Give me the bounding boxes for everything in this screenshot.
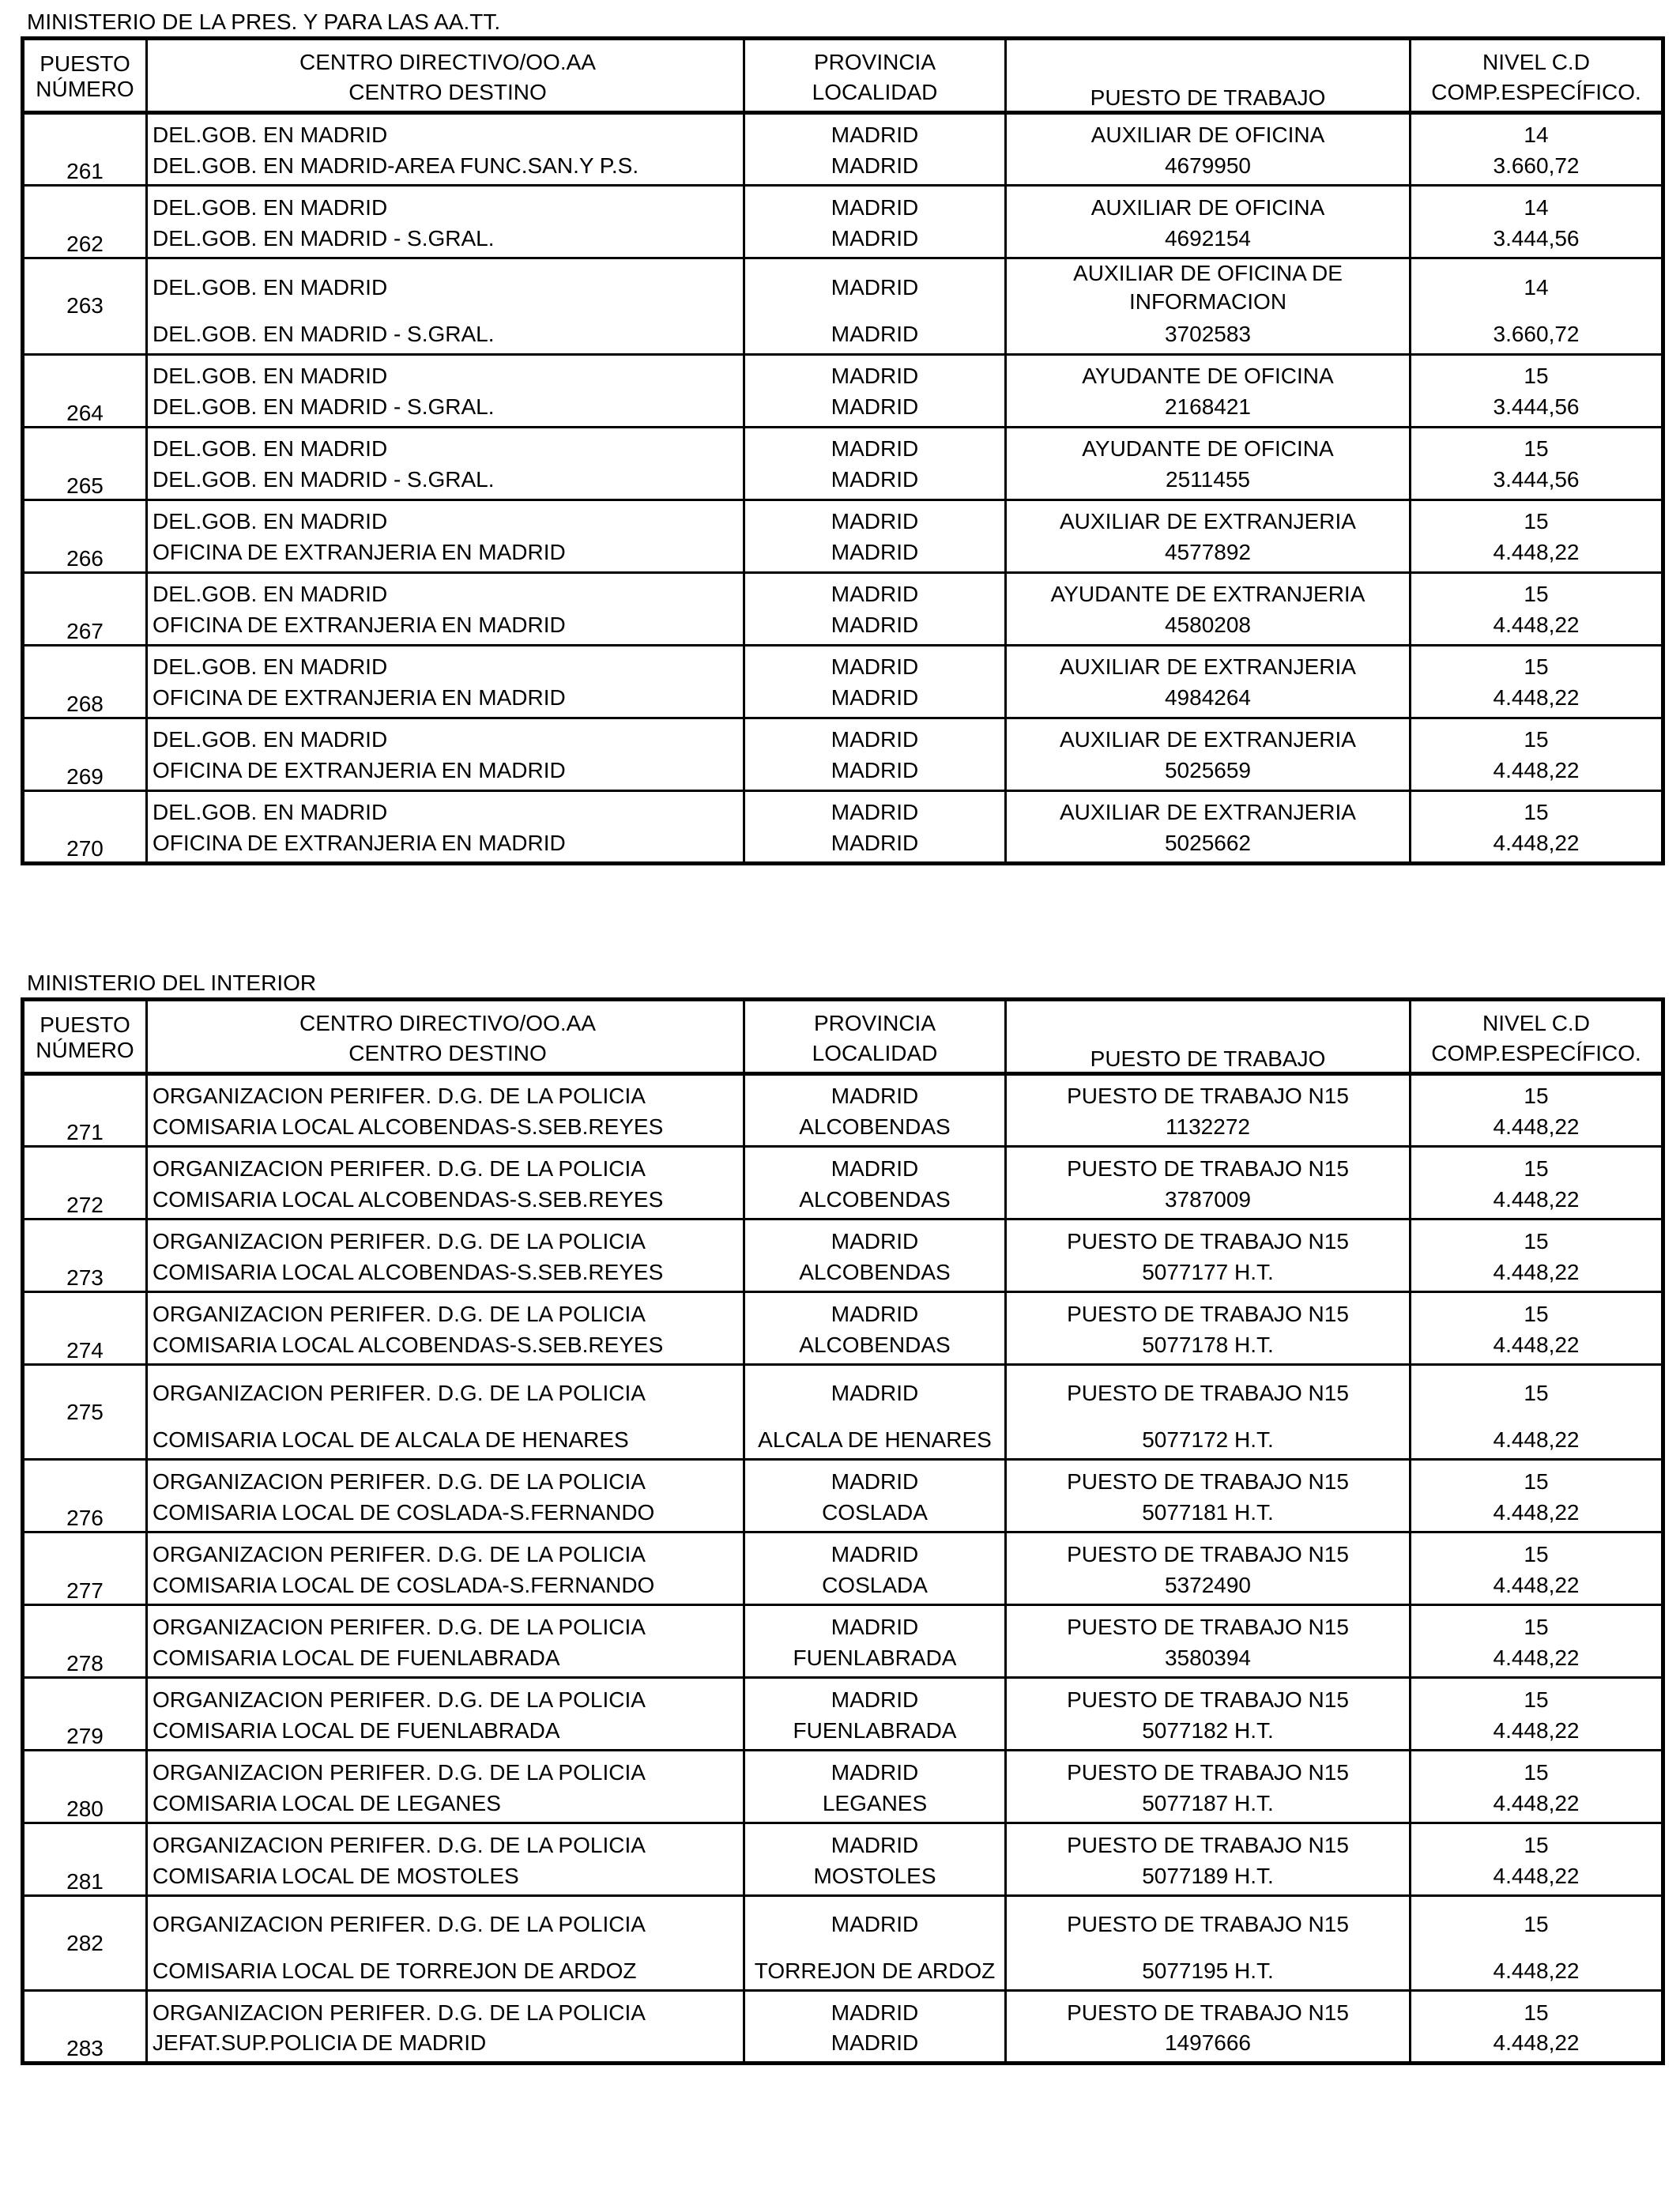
puesto-trabajo: AYUDANTE DE EXTRANJERIA — [1006, 572, 1411, 607]
header-provincia: PROVINCIA — [744, 39, 1006, 75]
complemento-especifico: 3.660,72 — [1493, 153, 1580, 178]
puesto-trabajo: PUESTO DE TRABAJO N15 — [1006, 1292, 1411, 1327]
provincia: MADRID — [744, 1292, 1006, 1327]
table-row-detail — [23, 607, 1663, 645]
table-row — [23, 1292, 1663, 1327]
centro-destino: COMISARIA LOCAL DE LEGANES — [147, 1785, 744, 1823]
centro-directivo: DEL.GOB. EN MADRID — [147, 186, 744, 221]
header-centro-destino: CENTRO DESTINO — [147, 75, 744, 113]
provincia: MADRID — [744, 258, 1006, 317]
localidad: MADRID — [744, 389, 1006, 427]
centro-destino: OFICINA DE EXTRANJERIA EN MADRID — [147, 607, 744, 645]
table-row-detail — [23, 1640, 1663, 1678]
nivel-cd: 15 — [1411, 499, 1663, 534]
table-row — [23, 427, 1663, 462]
puesto-trabajo: AUXILIAR DE EXTRANJERIA — [1006, 790, 1411, 825]
centro-directivo: ORGANIZACION PERIFER. D.G. DE LA POLICIA — [147, 1823, 744, 1858]
localidad: LEGANES — [744, 1785, 1006, 1823]
provincia: MADRID — [744, 186, 1006, 221]
table-body — [23, 1074, 1663, 2064]
table-row — [23, 354, 1663, 389]
codigo-puesto: 5025659 — [1006, 752, 1411, 790]
table-row-detail — [23, 462, 1663, 499]
centro-directivo: ORGANIZACION PERIFER. D.G. DE LA POLICIA — [147, 1532, 744, 1567]
complemento-especifico: 4.448,22 — [1493, 2030, 1580, 2056]
nivel-cd: 15 — [1411, 354, 1663, 389]
centro-directivo: DEL.GOB. EN MADRID — [147, 258, 744, 317]
codigo-puesto: 1497666 — [1006, 2026, 1411, 2064]
localidad: ALCOBENDAS — [744, 1254, 1006, 1292]
centro-destino: OFICINA DE EXTRANJERIA EN MADRID — [147, 825, 744, 863]
centro-destino: COMISARIA LOCAL DE FUENLABRADA — [147, 1640, 744, 1678]
localidad: ALCOBENDAS — [744, 1182, 1006, 1220]
puesto-numero: 281 — [23, 1823, 147, 1896]
table-row — [23, 1991, 1663, 2026]
header-comp-especifico: COMP.ESPECÍFICO. — [1411, 75, 1663, 113]
centro-directivo: DEL.GOB. EN MADRID — [147, 718, 744, 752]
provincia: MADRID — [744, 645, 1006, 680]
puesto-trabajo: PUESTO DE TRABAJO N15 — [1006, 1896, 1411, 1953]
provincia: MADRID — [744, 1365, 1006, 1422]
codigo-puesto: 3787009 — [1006, 1182, 1411, 1220]
codigo-puesto: 2168421 — [1006, 389, 1411, 427]
centro-destino: DEL.GOB. EN MADRID - S.GRAL. — [147, 221, 744, 258]
localidad: MADRID — [744, 680, 1006, 718]
provincia: MADRID — [744, 1823, 1006, 1858]
complemento-especifico: 3.444,56 — [1493, 394, 1580, 420]
codigo-puesto: 4577892 — [1006, 534, 1411, 572]
centro-destino: COMISARIA LOCAL DE FUENLABRADA — [147, 1713, 744, 1751]
table-row-detail — [23, 2026, 1663, 2064]
puesto-trabajo: PUESTO DE TRABAJO N15 — [1006, 1074, 1411, 1109]
complemento-especifico: 4.448,22 — [1493, 1259, 1580, 1284]
puesto-numero: 263 — [23, 258, 147, 355]
table-row — [23, 790, 1663, 825]
provincia: MADRID — [744, 113, 1006, 148]
complemento-especifico: 3.660,72 — [1493, 322, 1580, 347]
puesto-numero: 261 — [23, 113, 147, 186]
complemento-especifico: 4.448,22 — [1493, 1572, 1580, 1597]
provincia: MADRID — [744, 1220, 1006, 1254]
localidad: MADRID — [744, 316, 1006, 354]
localidad: FUENLABRADA — [744, 1640, 1006, 1678]
table-row-detail — [23, 1495, 1663, 1532]
header-centro-directivo: CENTRO DIRECTIVO/OO.AA — [147, 39, 744, 75]
complemento-especifico: 4.448,22 — [1493, 1717, 1580, 1743]
puesto-numero: 274 — [23, 1292, 147, 1365]
centro-directivo: ORGANIZACION PERIFER. D.G. DE LA POLICIA — [147, 1678, 744, 1713]
centro-directivo: DEL.GOB. EN MADRID — [147, 113, 744, 148]
table-row-detail — [23, 1785, 1663, 1823]
puesto-numero: 269 — [23, 718, 147, 790]
puesto-numero: 271 — [23, 1074, 147, 1147]
localidad: MADRID — [744, 2026, 1006, 2064]
codigo-puesto: 5025662 — [1006, 825, 1411, 863]
centro-destino: JEFAT.SUP.POLICIA DE MADRID — [147, 2026, 744, 2064]
nivel-cd: 15 — [1411, 1292, 1663, 1327]
complemento-especifico: 4.448,22 — [1493, 758, 1580, 783]
centro-directivo: DEL.GOB. EN MADRID — [147, 645, 744, 680]
codigo-puesto: 5077178 H.T. — [1006, 1327, 1411, 1365]
complemento-especifico: 4.448,22 — [1493, 540, 1580, 565]
codigo-puesto: 5077187 H.T. — [1006, 1785, 1411, 1823]
table-row — [23, 1147, 1663, 1182]
table-row-detail — [23, 1182, 1663, 1220]
nivel-cd: 15 — [1411, 1678, 1663, 1713]
complemento-especifico: 4.448,22 — [1493, 1427, 1580, 1452]
table-row — [23, 1751, 1663, 1785]
header-nivel-cd: NIVEL C.D — [1482, 1010, 1590, 1035]
provincia: MADRID — [744, 1991, 1006, 2026]
header-centro-directivo: CENTRO DIRECTIVO/OO.AA — [147, 1000, 744, 1036]
localidad: MADRID — [744, 752, 1006, 790]
puesto-trabajo: AUXILIAR DE OFICINA DE INFORMACION — [1006, 258, 1411, 317]
codigo-puesto: 5372490 — [1006, 1567, 1411, 1605]
centro-directivo: ORGANIZACION PERIFER. D.G. DE LA POLICIA — [147, 1074, 744, 1109]
localidad: TORREJON DE ARDOZ — [744, 1953, 1006, 1991]
provincia: MADRID — [744, 1605, 1006, 1640]
section-ministerio-presidencia — [21, 8, 1665, 865]
localidad: MADRID — [744, 534, 1006, 572]
puesto-numero: 280 — [23, 1751, 147, 1823]
localidad: MADRID — [744, 148, 1006, 186]
localidad: COSLADA — [744, 1495, 1006, 1532]
puesto-trabajo: AUXILIAR DE EXTRANJERIA — [1006, 645, 1411, 680]
puesto-numero: 266 — [23, 499, 147, 572]
puesto-numero: 276 — [23, 1460, 147, 1532]
codigo-puesto: 2511455 — [1006, 462, 1411, 499]
puesto-numero: 265 — [23, 427, 147, 499]
table-row — [23, 1823, 1663, 1858]
table-row-detail — [23, 1422, 1663, 1460]
nivel-cd: 15 — [1411, 1074, 1663, 1109]
localidad: COSLADA — [744, 1567, 1006, 1605]
complemento-especifico: 4.448,22 — [1493, 1114, 1580, 1139]
puesto-numero: 262 — [23, 186, 147, 258]
puesto-trabajo: PUESTO DE TRABAJO N15 — [1006, 1220, 1411, 1254]
provincia: MADRID — [744, 790, 1006, 825]
provincia: MADRID — [744, 1678, 1006, 1713]
complemento-especifico: 4.448,22 — [1493, 1863, 1580, 1888]
provincia: MADRID — [744, 1532, 1006, 1567]
centro-directivo: DEL.GOB. EN MADRID — [147, 790, 744, 825]
centro-destino: DEL.GOB. EN MADRID-AREA FUNC.SAN.Y P.S. — [147, 148, 744, 186]
puesto-trabajo: PUESTO DE TRABAJO N15 — [1006, 1991, 1411, 2026]
centro-destino: OFICINA DE EXTRANJERIA EN MADRID — [147, 534, 744, 572]
puesto-numero: 283 — [23, 1991, 147, 2064]
header-nivel-cd: NIVEL C.D — [1482, 49, 1590, 74]
header-puesto-numero — [23, 39, 147, 113]
table-row-detail — [23, 148, 1663, 186]
localidad: FUENLABRADA — [744, 1713, 1006, 1751]
codigo-puesto: 4679950 — [1006, 148, 1411, 186]
section-title: MINISTERIO DE LA PRES. Y PARA LAS AA.TT. — [27, 9, 501, 34]
puesto-trabajo: AUXILIAR DE OFICINA — [1006, 113, 1411, 148]
header-puesto: PUESTO — [40, 1012, 130, 1037]
nivel-cd: 15 — [1411, 1365, 1663, 1422]
header-comp-especifico: COMP.ESPECÍFICO. — [1411, 1036, 1663, 1074]
nivel-cd: 15 — [1411, 572, 1663, 607]
localidad: MADRID — [744, 221, 1006, 258]
centro-directivo: ORGANIZACION PERIFER. D.G. DE LA POLICIA — [147, 1220, 744, 1254]
table-row — [23, 645, 1663, 680]
header-provincia: PROVINCIA — [744, 1000, 1006, 1036]
complemento-especifico: 4.448,22 — [1493, 613, 1580, 638]
nivel-cd: 15 — [1411, 1147, 1663, 1182]
puesto-trabajo: PUESTO DE TRABAJO N15 — [1006, 1678, 1411, 1713]
centro-destino: COMISARIA LOCAL DE COSLADA-S.FERNANDO — [147, 1567, 744, 1605]
nivel-cd: 15 — [1411, 1896, 1663, 1953]
centro-directivo: ORGANIZACION PERIFER. D.G. DE LA POLICIA — [147, 1751, 744, 1785]
nivel-cd: 15 — [1411, 645, 1663, 680]
puesto-numero: 268 — [23, 645, 147, 718]
puesto-trabajo: AYUDANTE DE OFICINA — [1006, 427, 1411, 462]
table-row — [23, 1605, 1663, 1640]
header-puesto-trabajo: PUESTO DE TRABAJO — [1006, 39, 1411, 113]
puesto-trabajo: AUXILIAR DE OFICINA — [1006, 186, 1411, 221]
puestos-table — [21, 36, 1665, 865]
nivel-cd: 15 — [1411, 1460, 1663, 1495]
provincia: MADRID — [744, 427, 1006, 462]
puesto-numero: 272 — [23, 1147, 147, 1220]
complemento-especifico: 4.448,22 — [1493, 1790, 1580, 1815]
table-row — [23, 499, 1663, 534]
puesto-trabajo: PUESTO DE TRABAJO N15 — [1006, 1605, 1411, 1640]
centro-directivo: ORGANIZACION PERIFER. D.G. DE LA POLICIA — [147, 1460, 744, 1495]
centro-destino: DEL.GOB. EN MADRID - S.GRAL. — [147, 462, 744, 499]
codigo-puesto: 4580208 — [1006, 607, 1411, 645]
centro-destino: COMISARIA LOCAL ALCOBENDAS-S.SEB.REYES — [147, 1327, 744, 1365]
puesto-trabajo: PUESTO DE TRABAJO N15 — [1006, 1751, 1411, 1785]
puesto-numero: 275 — [23, 1365, 147, 1460]
provincia: MADRID — [744, 718, 1006, 752]
codigo-puesto: 1132272 — [1006, 1109, 1411, 1147]
section-title: MINISTERIO DEL INTERIOR — [27, 971, 317, 995]
codigo-puesto: 5077177 H.T. — [1006, 1254, 1411, 1292]
centro-destino: COMISARIA LOCAL DE COSLADA-S.FERNANDO — [147, 1495, 744, 1532]
provincia: MADRID — [744, 1751, 1006, 1785]
header-puesto-trabajo: PUESTO DE TRABAJO — [1006, 1000, 1411, 1074]
nivel-cd: 14 — [1411, 258, 1663, 317]
nivel-cd: 15 — [1411, 1605, 1663, 1640]
puesto-numero: 270 — [23, 790, 147, 863]
puesto-numero: 264 — [23, 354, 147, 427]
centro-destino: COMISARIA LOCAL DE ALCALA DE HENARES — [147, 1422, 744, 1460]
centro-directivo: ORGANIZACION PERIFER. D.G. DE LA POLICIA — [147, 1605, 744, 1640]
table-row-detail — [23, 389, 1663, 427]
puesto-trabajo: AUXILIAR DE EXTRANJERIA — [1006, 499, 1411, 534]
provincia: MADRID — [744, 572, 1006, 607]
header-localidad: LOCALIDAD — [744, 75, 1006, 113]
centro-destino: OFICINA DE EXTRANJERIA EN MADRID — [147, 680, 744, 718]
codigo-puesto: 5077181 H.T. — [1006, 1495, 1411, 1532]
localidad: ALCOBENDAS — [744, 1327, 1006, 1365]
puesto-trabajo: PUESTO DE TRABAJO N15 — [1006, 1147, 1411, 1182]
provincia: MADRID — [744, 499, 1006, 534]
provincia: MADRID — [744, 354, 1006, 389]
puesto-numero: 279 — [23, 1678, 147, 1751]
codigo-puesto: 5077182 H.T. — [1006, 1713, 1411, 1751]
table-row — [23, 258, 1663, 317]
centro-destino: COMISARIA LOCAL DE MOSTOLES — [147, 1858, 744, 1896]
localidad: MADRID — [744, 462, 1006, 499]
table-row-detail — [23, 316, 1663, 354]
nivel-cd: 15 — [1411, 1991, 1663, 2026]
table-row — [23, 718, 1663, 752]
header-puesto-numero — [23, 1000, 147, 1074]
puesto-numero: 267 — [23, 572, 147, 645]
nivel-cd: 14 — [1411, 113, 1663, 148]
centro-destino: COMISARIA LOCAL ALCOBENDAS-S.SEB.REYES — [147, 1254, 744, 1292]
complemento-especifico: 3.444,56 — [1493, 467, 1580, 492]
table-row — [23, 1896, 1663, 1953]
centro-destino: DEL.GOB. EN MADRID - S.GRAL. — [147, 316, 744, 354]
table-row — [23, 113, 1663, 148]
nivel-cd: 15 — [1411, 790, 1663, 825]
table-row — [23, 1460, 1663, 1495]
table-row-detail — [23, 1858, 1663, 1896]
codigo-puesto: 3580394 — [1006, 1640, 1411, 1678]
table-row — [23, 1220, 1663, 1254]
codigo-puesto: 5077172 H.T. — [1006, 1422, 1411, 1460]
table-row-detail — [23, 825, 1663, 863]
header-puesto: PUESTO — [40, 51, 130, 76]
nivel-cd: 15 — [1411, 1532, 1663, 1567]
provincia: MADRID — [744, 1896, 1006, 1953]
nivel-cd: 15 — [1411, 427, 1663, 462]
puesto-trabajo: PUESTO DE TRABAJO N15 — [1006, 1823, 1411, 1858]
header-centro-destino: CENTRO DESTINO — [147, 1036, 744, 1074]
table-row-detail — [23, 1953, 1663, 1991]
table-row-detail — [23, 1327, 1663, 1365]
complemento-especifico: 4.448,22 — [1493, 1645, 1580, 1670]
centro-directivo: ORGANIZACION PERIFER. D.G. DE LA POLICIA — [147, 1896, 744, 1953]
centro-directivo: ORGANIZACION PERIFER. D.G. DE LA POLICIA — [147, 1292, 744, 1327]
complemento-especifico: 3.444,56 — [1493, 225, 1580, 251]
table-row-detail — [23, 752, 1663, 790]
centro-directivo: DEL.GOB. EN MADRID — [147, 572, 744, 607]
centro-directivo: DEL.GOB. EN MADRID — [147, 354, 744, 389]
complemento-especifico: 4.448,22 — [1493, 1186, 1580, 1212]
puestos-table — [21, 997, 1665, 2065]
centro-destino: OFICINA DE EXTRANJERIA EN MADRID — [147, 752, 744, 790]
puesto-trabajo: AYUDANTE DE OFICINA — [1006, 354, 1411, 389]
header-localidad: LOCALIDAD — [744, 1036, 1006, 1074]
puesto-numero: 278 — [23, 1605, 147, 1678]
nivel-cd: 14 — [1411, 186, 1663, 221]
nivel-cd: 15 — [1411, 1220, 1663, 1254]
puesto-trabajo: PUESTO DE TRABAJO N15 — [1006, 1460, 1411, 1495]
complemento-especifico: 4.448,22 — [1493, 1958, 1580, 1983]
table-row — [23, 1074, 1663, 1109]
centro-directivo: ORGANIZACION PERIFER. D.G. DE LA POLICIA — [147, 1365, 744, 1422]
centro-directivo: DEL.GOB. EN MADRID — [147, 427, 744, 462]
table-row-detail — [23, 221, 1663, 258]
provincia: MADRID — [744, 1460, 1006, 1495]
nivel-cd: 15 — [1411, 718, 1663, 752]
table-row — [23, 186, 1663, 221]
puesto-trabajo: AUXILIAR DE EXTRANJERIA — [1006, 718, 1411, 752]
centro-destino: DEL.GOB. EN MADRID - S.GRAL. — [147, 389, 744, 427]
nivel-cd: 15 — [1411, 1823, 1663, 1858]
complemento-especifico: 4.448,22 — [1493, 685, 1580, 711]
table-row — [23, 1532, 1663, 1567]
provincia: MADRID — [744, 1147, 1006, 1182]
table-row-detail — [23, 1713, 1663, 1751]
puesto-numero: 277 — [23, 1532, 147, 1605]
codigo-puesto: 5077189 H.T. — [1006, 1858, 1411, 1896]
table-row-detail — [23, 534, 1663, 572]
table-row-detail — [23, 1254, 1663, 1292]
codigo-puesto: 4984264 — [1006, 680, 1411, 718]
centro-destino: COMISARIA LOCAL ALCOBENDAS-S.SEB.REYES — [147, 1182, 744, 1220]
localidad: MADRID — [744, 825, 1006, 863]
centro-directivo: DEL.GOB. EN MADRID — [147, 499, 744, 534]
table-row — [23, 1365, 1663, 1422]
table-row-detail — [23, 1567, 1663, 1605]
header-numero: NÚMERO — [36, 76, 134, 101]
centro-destino: COMISARIA LOCAL ALCOBENDAS-S.SEB.REYES — [147, 1109, 744, 1147]
codigo-puesto: 3702583 — [1006, 316, 1411, 354]
localidad: MADRID — [744, 607, 1006, 645]
centro-directivo: ORGANIZACION PERIFER. D.G. DE LA POLICIA — [147, 1991, 744, 2026]
localidad: ALCALA DE HENARES — [744, 1422, 1006, 1460]
section-ministerio-interior — [21, 969, 1665, 2065]
table-row-detail — [23, 1109, 1663, 1147]
puesto-numero: 282 — [23, 1896, 147, 1991]
header-numero: NÚMERO — [36, 1037, 134, 1062]
puesto-trabajo: PUESTO DE TRABAJO N15 — [1006, 1532, 1411, 1567]
centro-destino: COMISARIA LOCAL DE TORREJON DE ARDOZ — [147, 1953, 744, 1991]
complemento-especifico: 4.448,22 — [1493, 1499, 1580, 1525]
table-row — [23, 572, 1663, 607]
localidad: MOSTOLES — [744, 1858, 1006, 1896]
complemento-especifico: 4.448,22 — [1493, 1332, 1580, 1357]
puesto-trabajo: PUESTO DE TRABAJO N15 — [1006, 1365, 1411, 1422]
puesto-numero: 273 — [23, 1220, 147, 1292]
codigo-puesto: 5077195 H.T. — [1006, 1953, 1411, 1991]
complemento-especifico: 4.448,22 — [1493, 830, 1580, 855]
codigo-puesto: 4692154 — [1006, 221, 1411, 258]
table-row-detail — [23, 680, 1663, 718]
localidad: ALCOBENDAS — [744, 1109, 1006, 1147]
nivel-cd: 15 — [1411, 1751, 1663, 1785]
table-body — [23, 113, 1663, 864]
table-row — [23, 1678, 1663, 1713]
centro-directivo: ORGANIZACION PERIFER. D.G. DE LA POLICIA — [147, 1147, 744, 1182]
provincia: MADRID — [744, 1074, 1006, 1109]
